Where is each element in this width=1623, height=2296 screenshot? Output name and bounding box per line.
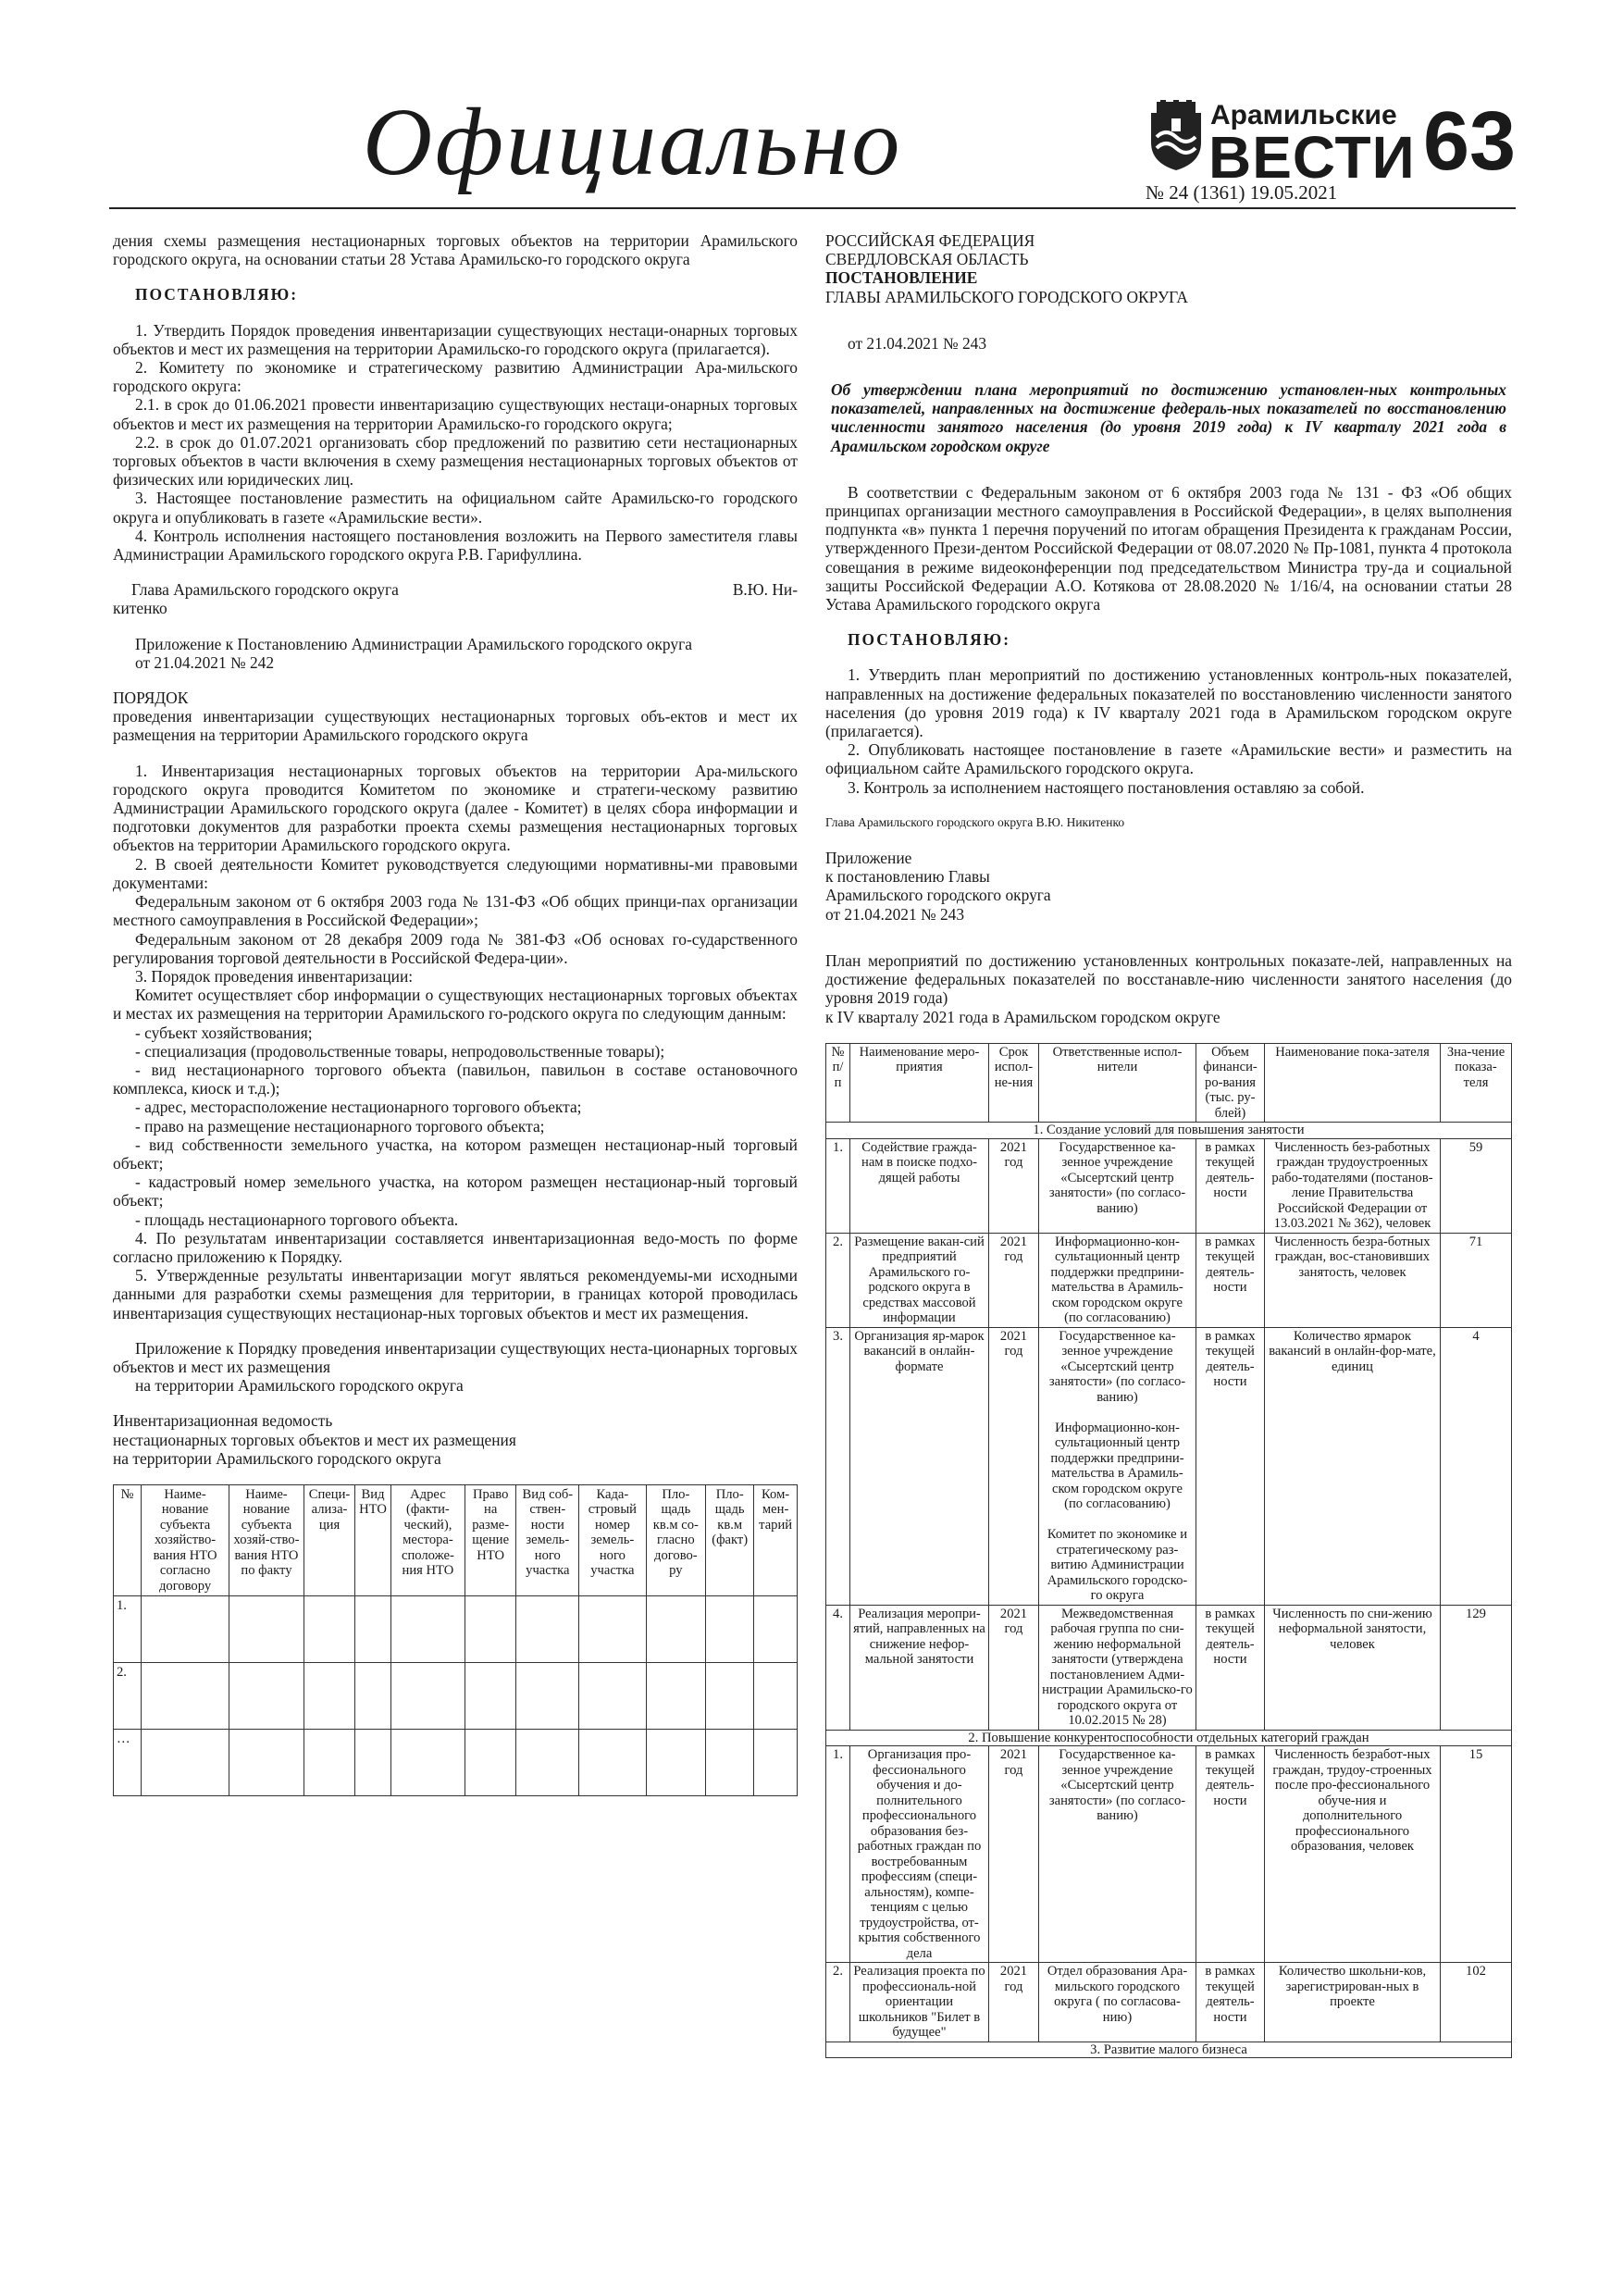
row-number: 1. <box>826 1138 850 1233</box>
page-header <box>0 0 1623 205</box>
appendix-line: к постановлению Главы <box>825 867 990 887</box>
left-item: 2.2. в срок до 01.07.2021 организовать сбор предложений по развитию сети нестационарных торговых объектов в части включения в схему размещения нестационарных торговых объектов от физических или юридических лиц. <box>113 432 798 490</box>
table-row <box>114 1596 798 1663</box>
table-row <box>826 1327 1512 1605</box>
deadline: 2021 год <box>989 1605 1039 1730</box>
signature-name-cont: китенко <box>113 599 167 618</box>
executors: Государственное ка-зенное учреждение «Сысертский центр занятости» (по согласо-ванию) <box>1039 1138 1196 1233</box>
indicator-name: Количество ярмарок вакансий в онлайн-фор-мате, единиц <box>1265 1327 1441 1605</box>
order-paragraph: 3. Порядок проведения инвентаризации: <box>135 966 414 986</box>
left-item: 4. Контроль исполнения настоящего постановления возложить на Первого заместителя главы Администрации Арамильского городского округа Р.В. Гарифуллина. <box>113 526 798 565</box>
deadline: 2021 год <box>989 1138 1039 1233</box>
table-row <box>826 1138 1512 1233</box>
appendix-line: Арамильского городского округа <box>825 886 1051 905</box>
section-title: 2. Повышение конкурентоспособности отдельных категорий граждан <box>826 1730 1512 1746</box>
left-item: 2. Комитету по экономике и стратегическому развитию Администрации Ара-мильского городского округа: <box>113 358 798 396</box>
table-header-row <box>826 1043 1512 1123</box>
column-header: Право на разме-щение НТО <box>465 1484 515 1596</box>
signature: Глава Арамильского городского округа В.Ю. Никитенко <box>825 814 1125 829</box>
column-header: Вид соб-ствен-ности земель-ного участка <box>516 1484 579 1596</box>
indicator-name: Численность по сни-жению неформальной занятости, человек <box>1265 1605 1441 1730</box>
bullet-item: - специализация (продовольственные товары, непродовольственные товары); <box>135 1041 665 1061</box>
appendix-date: от 21.04.2021 № 242 <box>135 652 275 672</box>
row-number: 1. <box>826 1746 850 1963</box>
column-header: Объем финанси-ро-вания (тыс. ру-блей) <box>1196 1043 1265 1123</box>
brand-name-small: Арамильские <box>1210 100 1397 130</box>
appendix-heading: Приложение к Постановлению Администрации Арамильского городского округа <box>135 634 692 653</box>
left-item: 1. Утвердить Порядок проведения инвентаризации существующих нестаци-онарных торговых объектов и мест их размещения на территории Арамильско-го городского округа (прилагается). <box>113 320 798 358</box>
bullet-item: - право на размещение нестационарного торгового объекта; <box>135 1116 545 1136</box>
column-header: Адрес (факти-ческий), местора-сположе-ния НТО <box>390 1484 465 1596</box>
indicator-value: 102 <box>1441 1963 1512 2042</box>
left-item: 2.1. в срок до 01.06.2021 провести инвентаризацию существующих нестаци-онарных торговых объектов и мест их размещения на территории Арамильско-го городского округа; <box>113 395 798 433</box>
column-header: Када-стровый номер земель-ного участка <box>579 1484 646 1596</box>
inventory-table <box>113 1484 798 1797</box>
decree-word: ПОСТАНОВЛЯЮ: <box>848 630 1010 650</box>
signature-title: Глава Арамильского городского округа <box>131 580 399 600</box>
decree-subject: Об утверждении плана мероприятий по достижению установлен-ных контрольных показателей, направленных на достижение федераль-ных показателей по восстановлению численности занятого населения (до уровня 2019 года) к IV кварталу 2021 года в Арамильском городском округе <box>831 380 1506 455</box>
indicator-name: Численность безработ-ных граждан, трудоу-строенных после про-фессионального обуче-ния и дополнительного профессионального образования, человек <box>1265 1746 1441 1963</box>
decree-type: ПОСТАНОВЛЕНИЕ <box>825 268 978 288</box>
indicator-name: Количество школьни-ков, зарегистрирован-ных в проекте <box>1265 1963 1441 2042</box>
column-header: Пло-щадь кв.м со-гласно догово-ру <box>646 1484 706 1596</box>
section-title: Официально <box>363 89 903 195</box>
funding: в рамках текущей деятель-ности <box>1196 1327 1265 1605</box>
table-row <box>114 1663 798 1730</box>
executors: Государственное ка-зенное учреждение «Сысертский центр занятости» (по согласо-ванию) Информационно-кон-сультационный центр поддержки предприни-мательства в Арамиль-ском городском округе (по согласованию) Комитет по экономике и стратегическому раз-витию Администрации Арамильского городско-го округа <box>1039 1327 1196 1605</box>
right-column <box>825 231 1512 2058</box>
column-header: Наиме-нование субъекта хозяй-ство-вания НТО по факту <box>229 1484 304 1596</box>
section-title: 1. Создание условий для повышения занятости <box>826 1123 1512 1139</box>
row-number: 2. <box>114 1663 142 1730</box>
preamble: В соответствии с Федеральным законом от 6 октября 2003 года № 131 - ФЗ «Об общих принципах организации местного самоуправления в Российской Федерации», в целях выполнения подпункта «в» пункта 1 перечня поручений по итогам обращения Президента к гражданам России, утвержденного Прези-дентом Российской Федерации от 08.07.2020 № Пр-1081, пункта 4 протокола совещания в режиме видеоконференции под председательством Министра тру-да и социальной защиты Российской Федерации А.О. Котякова от 28.08.2020 № 1/16/4, на основании статьи 28 Устава Арамильского городского округа <box>825 482 1512 614</box>
header-rule <box>109 207 1516 209</box>
column-header: Наименование пока-зателя <box>1265 1043 1441 1123</box>
bullet-item: - адрес, месторасположение нестационарного торгового объекта; <box>135 1098 582 1117</box>
order-paragraph: Федеральным законом от 6 октября 2003 года № 131-ФЗ «Об общих принци-пах организации местного самоуправления в Российской Федерации»; <box>113 892 798 930</box>
funding: в рамках текущей деятель-ности <box>1196 1233 1265 1327</box>
row-number: 1. <box>114 1596 142 1663</box>
plan-table <box>825 1043 1512 2059</box>
right-item: 1. Утвердить план мероприятий по достижению установленных контроль-ных показателей, направленных на достижение федеральных показателей по восстановлению численности занятого населения (до уровня 2019 года) к IV кварталу 2021 года в Арамильском городском округе (прилагается). <box>825 665 1512 741</box>
table-row <box>826 1963 1512 2042</box>
row-number: 3. <box>826 1327 850 1605</box>
order-paragraph: 2. В своей деятельности Комитет руководствуется следующими нормативны-ми правовыми документами: <box>113 854 798 892</box>
decree-word: ПОСТАНОВЛЯЮ: <box>135 285 298 304</box>
section-row <box>826 1730 1512 1746</box>
order-paragraph: 4. По результатам инвентаризации составляется инвентаризационная ведо-мость по форме согласно приложению к Порядку. <box>113 1228 798 1266</box>
vedomost-title: Инвентаризационная ведомость <box>113 1411 333 1431</box>
column-header: Вид НТО <box>355 1484 391 1596</box>
brand-name-big: ВЕСТИ <box>1208 124 1416 191</box>
column-header: Пло-щадь кв.м (факт) <box>706 1484 754 1596</box>
row-number: 4. <box>826 1605 850 1730</box>
decree-date: от 21.04.2021 № 243 <box>848 333 987 353</box>
right-item: 3. Контроль за исполнением настоящего постановления оставляю за собой. <box>848 777 1365 797</box>
city-crest-icon <box>1144 100 1208 172</box>
deadline: 2021 год <box>989 1233 1039 1327</box>
bullet-item: - площадь нестационарного торгового объекта. <box>135 1210 459 1229</box>
bullet-item: - субъект хозяйствования; <box>135 1023 313 1042</box>
bullet-item: - вид собственности земельного участка, на котором размещен нестационар-ный торговый объект; <box>113 1135 798 1173</box>
column-header: № п/п <box>826 1043 850 1123</box>
measure-name: Размещение вакан-сий предприятий Арамильского го-родского округа в средствах массовой информации <box>850 1233 989 1327</box>
order-paragraph: Комитет осуществляет сбор информации о существующих нестационарных торговых объектах и местах их размещения на территории Арамильского го-родского округа по следующим данным: <box>113 986 798 1024</box>
column-header: Ответственные испол-нители <box>1039 1043 1196 1123</box>
row-number: 2. <box>826 1233 850 1327</box>
table-row <box>114 1730 798 1796</box>
right-item: 2. Опубликовать настоящее постановление в газете «Арамильские вести» и разместить на официальном сайте Арамильского городского округа. <box>825 740 1512 778</box>
indicator-value: 71 <box>1441 1233 1512 1327</box>
order-subtitle: проведения инвентаризации существующих нестационарных торговых объ-ектов и мест их размещения на территории Арамильского городского округа <box>113 707 798 745</box>
measure-name: Реализация меропри-ятий, направленных на снижение нефор-мальной занятости <box>850 1605 989 1730</box>
column-header: Срок испол-не-ния <box>989 1043 1039 1123</box>
column-header: Зна-чение показа-теля <box>1441 1043 1512 1123</box>
appendix-line: от 21.04.2021 № 243 <box>825 904 965 924</box>
column-header: Наиме-нование субъекта хозяйство-вания НТО согласно договору <box>142 1484 229 1596</box>
vedomost-title: на территории Арамильского городского округа <box>113 1448 441 1468</box>
row-number: … <box>114 1730 142 1796</box>
executors: Государственное ка-зенное учреждение «Сысертский центр занятости» (по согласо-ванию) <box>1039 1746 1196 1963</box>
section-title: 3. Развитие малого бизнеса <box>826 2042 1512 2058</box>
order-title: ПОРЯДОК <box>113 689 189 708</box>
appendix2-heading: Приложение к Порядку проведения инвентаризации существующих неста-ционарных торговых объектов и мест их размещения <box>113 1338 798 1376</box>
left-item: 3. Настоящее постановление разместить на официальном сайте Арамильско-го городского округа и опубликовать в газете «Арамильские вести». <box>113 489 798 527</box>
indicator-value: 4 <box>1441 1327 1512 1605</box>
executors: Информационно-кон-сультационный центр поддержки предприни-мательства в Арамиль-ском городском округе (по согласованию) <box>1039 1233 1196 1327</box>
appendix2-heading-cont: на территории Арамильского городского округа <box>135 1376 464 1396</box>
indicator-value: 59 <box>1441 1138 1512 1233</box>
order-paragraph: Федеральным законом от 28 декабря 2009 года № 381-ФЗ «Об основах го-сударственного регулирования торговой деятельности в Российской Федера-ции». <box>113 929 798 967</box>
row-number: 2. <box>826 1963 850 2042</box>
indicator-name: Численность безра-ботных граждан, вос-становивших занятость, человек <box>1265 1233 1441 1327</box>
order-paragraph: 1. Инвентаризация нестационарных торговых объектов на территории Ара-мильского городского округа проводится Комитетом по экономике и стратеги-ческому развитию Администрации Арамильского городского округа (далее - Комитет) в целях сбора информации и подготовки документов для разработки проекта схемы размещения нестационарных торговых объектов на территории Арамильского городского округа. <box>113 761 798 855</box>
plan-title: План мероприятий по достижению установленных контрольных показате-лей, направленных на достижение федеральных показателей по восстанавле-нию численности занятого населения (до уровня 2019 года) <box>825 950 1512 1008</box>
funding: в рамках текущей деятель-ности <box>1196 1605 1265 1730</box>
measure-name: Организация про-фессионального обучения и до-полнительного профессионального образования без-работных граждан по востребованным профессиям (специ-альностям), компе-тенциям с целью трудоустройства, от-крытия собственного дела <box>850 1746 989 1963</box>
bullet-item: - кадастровый номер земельного участка, на котором размещен нестационар-ный торговый объект; <box>113 1173 798 1210</box>
issue-number: № 24 (1361) 19.05.2021 <box>1146 181 1338 204</box>
measure-name: Содействие гражда-нам в поиске подхо-дящей работы <box>850 1138 989 1233</box>
appendix-line: Приложение <box>825 849 912 868</box>
signature-name: В.Ю. Ни- <box>732 580 798 600</box>
section-row <box>826 2042 1512 2058</box>
table-row <box>826 1746 1512 1963</box>
vedomost-title: нестационарных торговых объектов и мест их размещения <box>113 1430 516 1449</box>
column-header: Наименование меро-приятия <box>850 1043 989 1123</box>
column-header: Специ-ализа-ция <box>304 1484 354 1596</box>
deadline: 2021 год <box>989 1327 1039 1605</box>
decree-authority: ГЛАВЫ АРАМИЛЬСКОГО ГОРОДСКОГО ОКРУГА <box>825 287 1188 306</box>
deadline: 2021 год <box>989 1963 1039 2042</box>
federation-heading: РОССИЙСКАЯ ФЕДЕРАЦИЯ <box>825 231 1035 250</box>
funding: в рамках текущей деятель-ности <box>1196 1746 1265 1963</box>
bullet-item: - вид нестационарного торгового объекта (павильон, павильон в составе остановочного комплекса, киоск и т.д.); <box>113 1060 798 1098</box>
table-row <box>826 1233 1512 1327</box>
deadline: 2021 год <box>989 1746 1039 1963</box>
measure-name: Организация яр-марок вакансий в онлайн-формате <box>850 1327 989 1605</box>
indicator-name: Численность без-работных граждан трудоустроенных рабо-тодателями (постанов-ление Правительства Российской Федерации от 13.03.2021 № 362), человек <box>1265 1138 1441 1233</box>
funding: в рамках текущей деятель-ности <box>1196 1138 1265 1233</box>
executors: Межведомственная рабочая группа по сни-жению неформальной занятости (утверждена постановлением Адми-нистрации Арамильско-го городского округа от 10.02.2015 № 28) <box>1039 1605 1196 1730</box>
plan-title-cont: к IV кварталу 2021 года в Арамильском городском округе <box>825 1007 1220 1026</box>
order-paragraph: 5. Утвержденные результаты инвентаризации могут являться рекомендуемы-ми исходными данными для разработки схемы размещения для территории, в границах которой проводилась инвентаризация существующих нестационар-ных торговых объектов и мест их размещения. <box>113 1266 798 1322</box>
column-header: № <box>114 1484 142 1596</box>
indicator-value: 15 <box>1441 1746 1512 1963</box>
measure-name: Реализация проекта по профессиональ-ной ориентации школьников "Билет в будущее" <box>850 1963 989 2042</box>
table-header-row <box>114 1484 798 1596</box>
oblast-heading: СВЕРДЛОВСКАЯ ОБЛАСТЬ <box>825 250 1029 269</box>
section-row <box>826 1123 1512 1139</box>
page-number: 63 <box>1423 95 1517 188</box>
column-header: Ком-мен-тарий <box>754 1484 798 1596</box>
indicator-value: 129 <box>1441 1605 1512 1730</box>
intro-text: дения схемы размещения нестационарных торговых объектов на территории Арамильского городского округа, на основании статьи 28 Устава Арамильско-го городского округа <box>113 231 798 269</box>
left-column <box>113 231 798 1796</box>
funding: в рамках текущей деятель-ности <box>1196 1963 1265 2042</box>
executors: Отдел образования Ара-мильского городского округа ( по согласова-нию) <box>1039 1963 1196 2042</box>
table-row <box>826 1605 1512 1730</box>
